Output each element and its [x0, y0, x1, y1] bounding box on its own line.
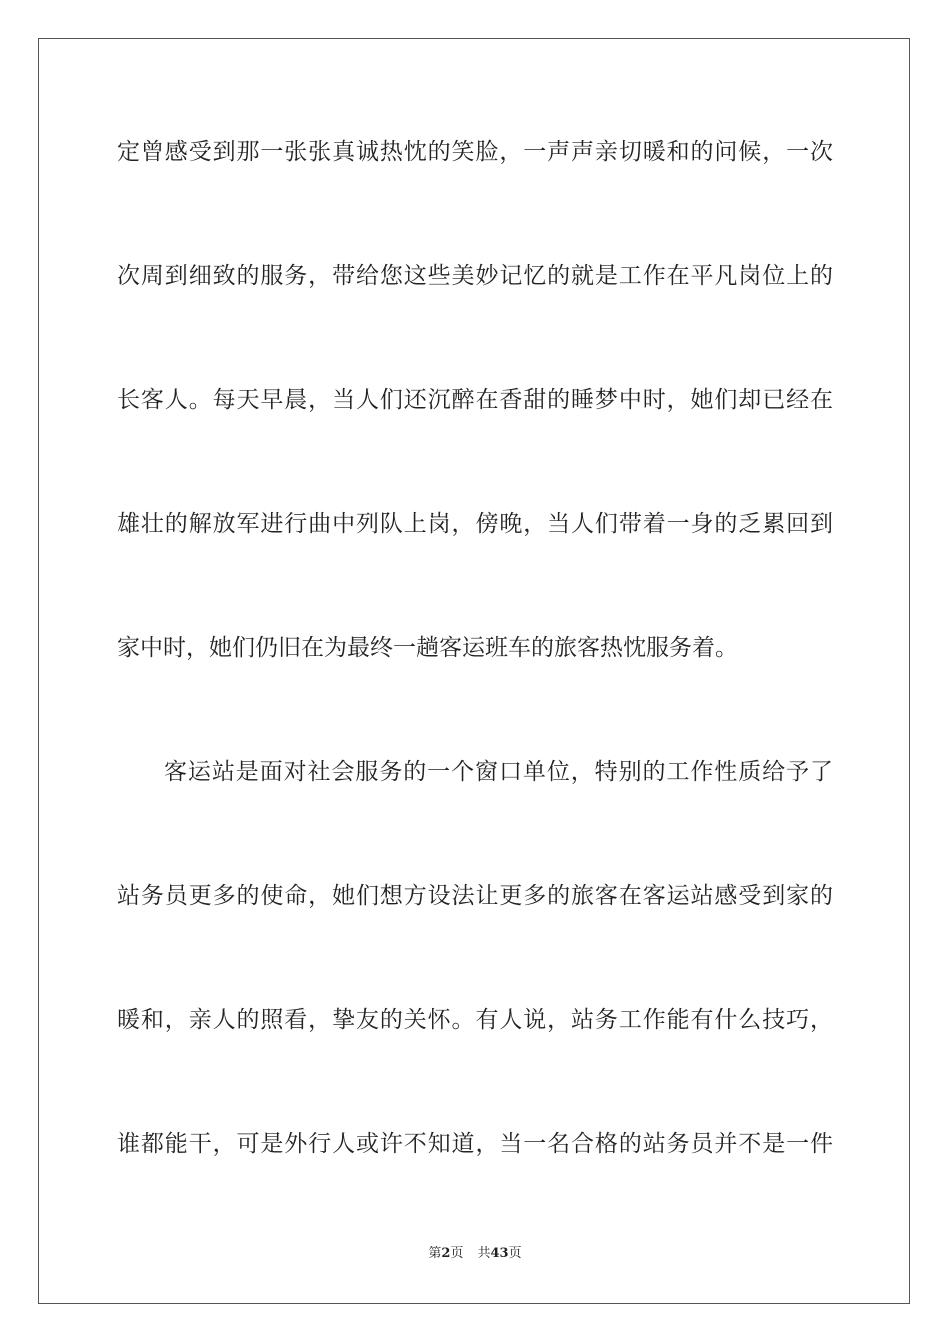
- total-suffix: 页: [508, 1246, 522, 1261]
- body-line-3: 长客人。每天早晨，当人们还沉醉在香甜的睡梦中时，她们却已经在: [117, 387, 833, 413]
- body-line-2: 次周到细致的服务，带给您这些美妙记忆的就是工作在平凡岗位上的: [117, 263, 833, 289]
- body-line-1: 定曾感受到那一张张真诚热忱的笑脸，一声声亲切暖和的问候，一次: [117, 139, 833, 165]
- total-prefix: 共: [477, 1246, 491, 1261]
- body-line-7: 站务员更多的使命，她们想方设法让更多的旅客在客运站感受到家的: [117, 883, 833, 909]
- body-line-8: 暖和，亲人的照看，挚友的关怀。有人说，站务工作能有什么技巧，: [117, 1007, 833, 1033]
- page-frame: [38, 38, 910, 1304]
- body-line-5: 家中时，她们仍旧在为最终一趟客运班车的旅客热忱服务着。: [117, 635, 738, 661]
- page-number: 2: [441, 1246, 451, 1261]
- page-prefix: 第: [428, 1246, 442, 1261]
- body-line-4: 雄壮的解放军进行曲中列队上岗，傍晚，当人们带着一身的乏累回到: [117, 511, 833, 537]
- page-footer: [0, 1245, 950, 1263]
- page-suffix: 页: [450, 1246, 464, 1261]
- body-line-6: 客运站是面对社会服务的一个窗口单位，特别的工作性质给予了: [164, 759, 833, 785]
- body-line-9: 谁都能干，可是外行人或许不知道，当一名合格的站务员并不是一件: [117, 1131, 833, 1157]
- total-pages: 43: [490, 1246, 509, 1261]
